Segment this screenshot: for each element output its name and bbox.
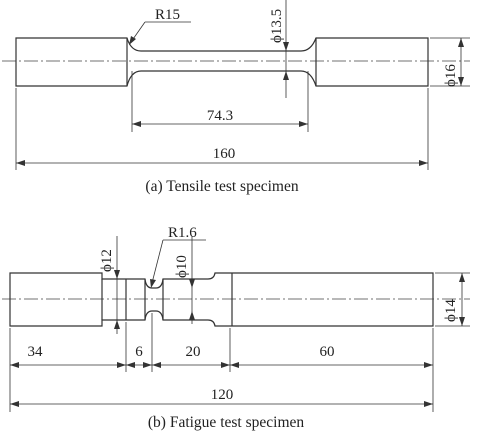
fatigue-total-length-label: 120	[210, 387, 234, 403]
tensile-end-diameter-label: ϕ16	[443, 64, 459, 87]
fatigue-end-diameter-label: ϕ14	[443, 299, 459, 322]
fatigue-shoulder-length-label: 6	[135, 344, 143, 360]
fatigue-caption: (b) Fatigue test specimen	[147, 414, 305, 431]
tensile-radius-arrowhead	[129, 36, 136, 45]
tensile-specimen-outline	[16, 38, 428, 86]
fatigue-end-arrowhead-bottom	[459, 317, 465, 326]
fatigue-neck-length-label: 20	[185, 344, 201, 360]
fatigue-seg-arrow-3	[126, 362, 135, 368]
fatigue-radius-leader-diag	[152, 240, 163, 283]
fatigue-seg-arrow-6	[221, 362, 230, 368]
tensile-total-arrowhead-left	[16, 160, 25, 166]
tensile-caption: (a) Tensile test specimen	[145, 178, 299, 195]
fatigue-right-length-label: 60	[319, 344, 335, 360]
fatigue-shoulder-diameter-label: ϕ12	[99, 249, 115, 272]
fatigue-neck-diameter-label: ϕ10	[174, 255, 190, 278]
tensile-specimen	[2, 0, 470, 195]
tensile-radius-label: R15	[155, 7, 181, 23]
fatigue-neck-arrowhead-bottom	[189, 311, 195, 320]
fatigue-specimen-outline	[10, 273, 433, 326]
fatigue-radius-label: R1.6	[168, 225, 197, 241]
tensile-end-arrowhead-top	[458, 38, 464, 47]
fatigue-total-arrowhead-left	[10, 401, 19, 407]
fatigue-seg-arrow-4	[143, 362, 152, 368]
fatigue-seg-arrow-7	[230, 362, 239, 368]
fatigue-radius-arrowhead	[150, 279, 156, 288]
tensile-neck-arrowhead-bottom	[283, 71, 289, 80]
fatigue-specimen	[2, 225, 470, 431]
fatigue-seg-arrow-8	[424, 362, 433, 368]
tensile-gauge-arrowhead-left	[132, 121, 141, 127]
tensile-gauge-arrowhead-right	[299, 121, 308, 127]
fatigue-neck-arrowhead-top	[189, 279, 195, 288]
fatigue-shoulder-arrowhead-bottom	[114, 320, 120, 329]
tensile-gauge-length-label: 74.3	[206, 108, 234, 124]
fatigue-seg-arrow-2	[117, 362, 126, 368]
tensile-neck-diameter-label: ϕ13.5	[269, 8, 285, 43]
fatigue-seg-arrow-5	[152, 362, 161, 368]
fatigue-end-arrowhead-top	[459, 273, 465, 282]
fatigue-seg-arrow-1	[10, 362, 19, 368]
fatigue-total-arrowhead-right	[424, 401, 433, 407]
fatigue-left-length-label: 34	[27, 344, 43, 360]
tensile-total-arrowhead-right	[419, 160, 428, 166]
tensile-total-length-label: 160	[212, 146, 236, 162]
